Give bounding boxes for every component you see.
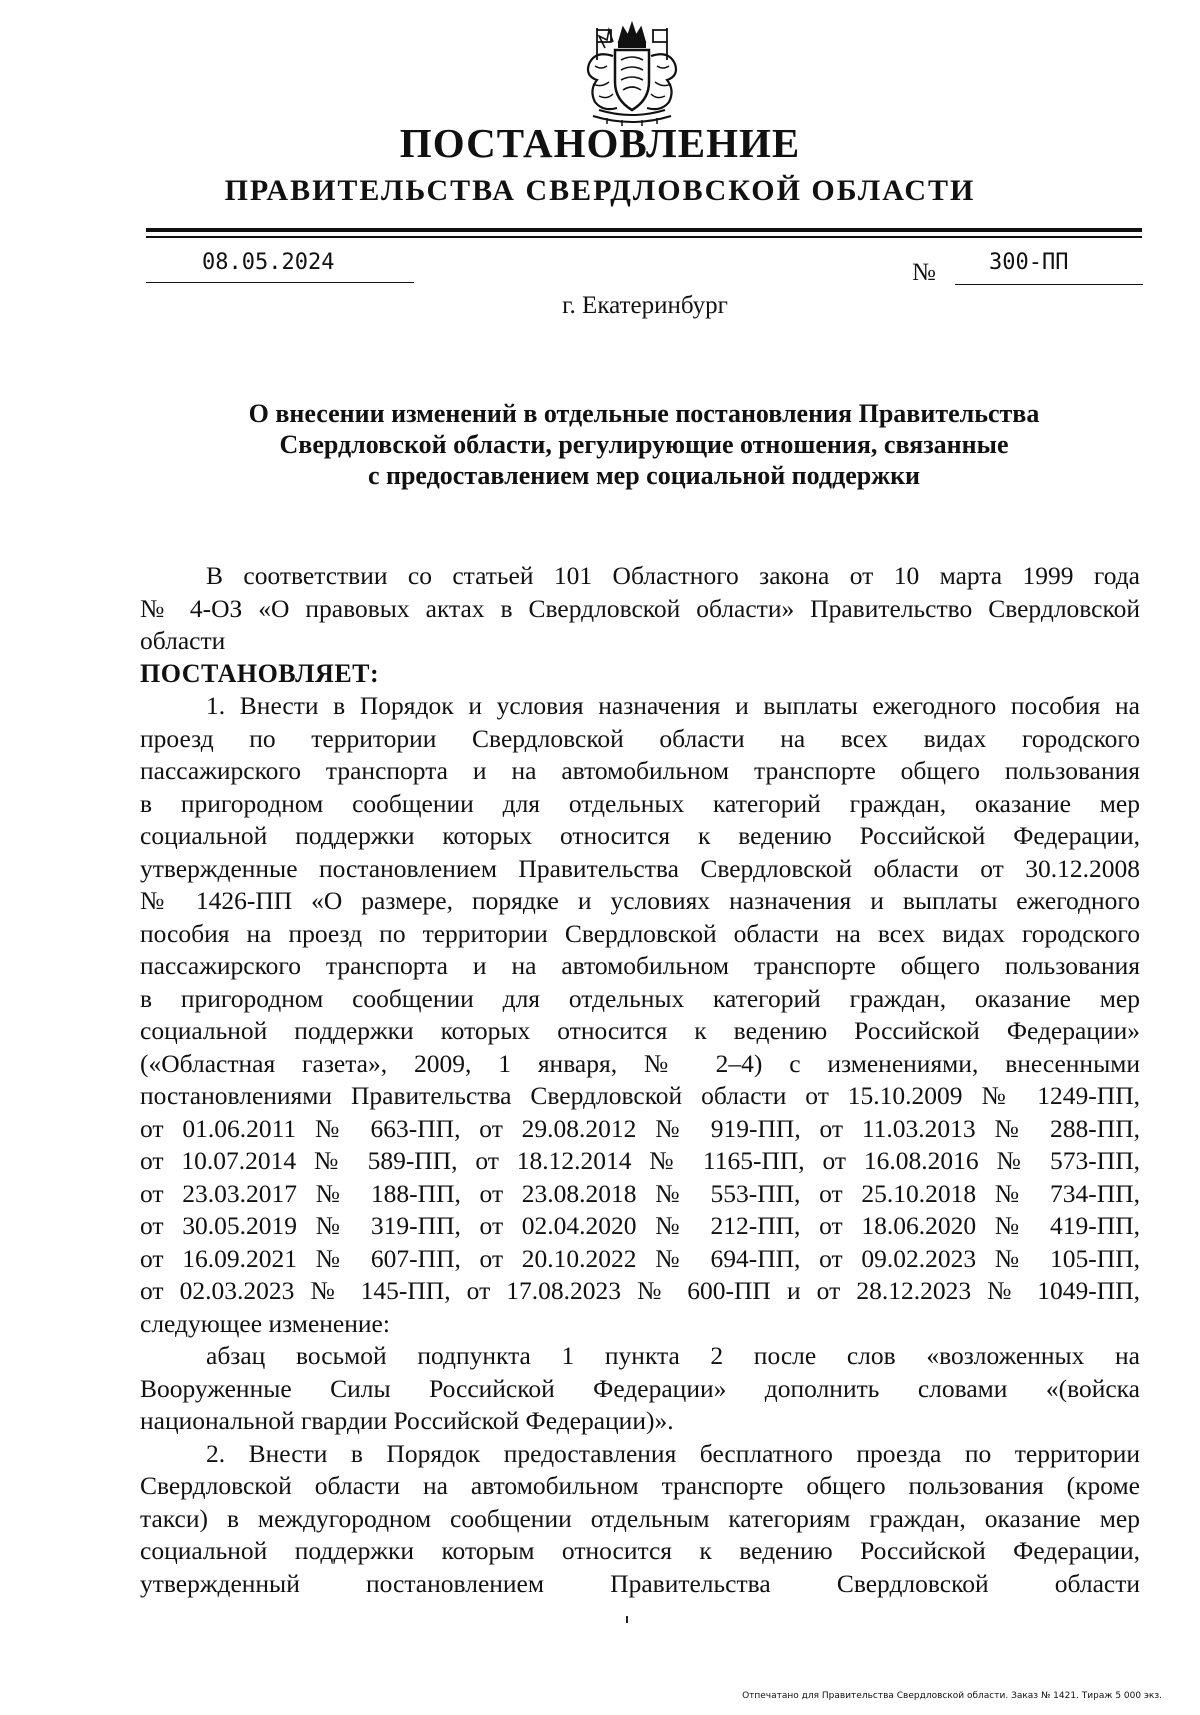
number-sign: № [912, 259, 936, 286]
body-line: от 23.03.2017 № 188-ПП, от 23.08.2018 № 553-ПП, от 25.10.2018 № 734-ПП, [140, 1178, 1140, 1208]
body-line: от 30.05.2019 № 319-ПП, от 02.04.2020 № 212-ПП, от 18.06.2020 № 419-ПП, [140, 1211, 1140, 1240]
body-line: социальной поддержки которых относится к ведению Российской Федерации» [140, 1016, 1140, 1045]
sverdlovsk-coat-of-arms-icon [577, 20, 687, 128]
body-line: от 10.07.2014 № 589-ПП, от 18.12.2014 № 1165-ПП, от 16.08.2016 № 573-ПП, [140, 1146, 1140, 1175]
header-rule-thick [146, 228, 1142, 232]
body-line: в пригородном сообщении для отдельных категорий граждан, оказание мер [140, 788, 1140, 818]
body-line: № 1426-ПП «О размере, порядке и условиях назначения и выплаты ежегодного [140, 886, 1140, 915]
item-1-change [140, 1340, 1140, 1438]
body-line: утвержденный постановлением Правительства Свердловской области [140, 1568, 1140, 1598]
document-number-field [955, 248, 1143, 285]
body-line: от 02.03.2023 № 145-ПП, от 17.08.2023 № 600-ПП и от 28.12.2023 № 1049-ПП, [140, 1276, 1140, 1305]
document-date-field [146, 248, 414, 283]
issuing-city: г. Екатеринбург [562, 292, 728, 319]
body-line: 2. Внести в Порядок предоставления бесплатного проезда по территории [206, 1438, 1140, 1468]
body-line: национальной гвардии Российской Федерации)». [140, 1406, 674, 1435]
document-number: 300-ПП [989, 250, 1069, 275]
body-line: («Областная газета», 2009, 1 января, № 2–4) с изменениями, внесенными [140, 1048, 1140, 1078]
item-1 [140, 690, 1140, 1340]
preamble [140, 560, 1140, 658]
body-line: от 01.06.2011 № 663-ПП, от 29.08.2012 № 919-ПП, от 11.03.2013 № 288-ПП, [140, 1113, 1140, 1143]
heading-line: Свердловской области, регулирующие отношения, связанные [279, 430, 1009, 459]
body-line: Свердловской области на автомобильном транспорте общего пользования (кроме [140, 1471, 1140, 1500]
document-date: 08.05.2024 [202, 250, 335, 275]
body-line: пассажирского транспорта и на автомобильном транспорте общего пользования [140, 756, 1140, 785]
body-line: проезд по территории Свердловской области на всех видах городского [140, 723, 1140, 753]
body-line: 1. Внести в Порядок и условия назначения и выплаты ежегодного пособия на [206, 691, 1140, 720]
body-line: В соответствии со статьей 101 Областного закона от 10 марта 1999 года [206, 561, 1140, 590]
issuing-authority: ПРАВИТЕЛЬСТВА СВЕРДЛОВСКОЙ ОБЛАСТИ [224, 174, 976, 207]
body-line: социальной поддержки которым относится к ведению Российской Федерации, [140, 1536, 1140, 1565]
body-line: области [140, 626, 226, 655]
item-2 [140, 1438, 1140, 1601]
body-line: Вооруженные Силы Российской Федерации» дополнить словами «(войска [140, 1373, 1140, 1403]
body-line: пособия на проезд по территории Свердловской области на всех видах городского [140, 918, 1140, 948]
body-line: постановлениями Правительства Свердловской области от 15.10.2009 № 1249-ПП, [140, 1081, 1140, 1110]
body-line: в пригородном сообщении для отдельных категорий граждан, оказание мер [140, 983, 1140, 1013]
body-line: от 16.09.2021 № 607-ПП, от 20.10.2022 № 694-ПП, от 09.02.2023 № 105-ПП, [140, 1243, 1140, 1273]
print-note: Отпечатано для Правительства Свердловской области. Заказ № 1421. Тираж 5 000 экз. [742, 1691, 1162, 1701]
document-type-title: ПОСТАНОВЛЕНИЕ [399, 120, 801, 166]
heading-line: с предоставлением мер социальной поддержки [367, 461, 921, 490]
body-line: следующее изменение: [140, 1308, 390, 1338]
body-line: такси) в междугородном сообщении отдельным категориям граждан, оказание мер [140, 1503, 1140, 1533]
resolves-keyword: ПОСТАНОВЛЯЕТ: [140, 658, 380, 688]
heading-line: О внесении изменений в отдельные постановления Правительства [248, 399, 1040, 428]
body-line: № 4-ОЗ «О правовых актах в Свердловской области» Правительство Свердловской [140, 593, 1140, 623]
body-line: абзац восьмой подпункта 1 пункта 2 после слов «возложенных на [206, 1341, 1140, 1370]
body-line: пассажирского транспорта и на автомобильном транспорте общего пользования [140, 951, 1140, 980]
body-line: утвержденные постановлением Правительства Свердловской области от 30.12.2008 [140, 853, 1140, 883]
document-body [140, 560, 1140, 1600]
page-mark [626, 1616, 628, 1623]
document-heading [146, 398, 1142, 491]
header-rule-thin [146, 236, 1142, 238]
body-line: социальной поддержки которых относится к ведению Российской Федерации, [140, 821, 1140, 850]
